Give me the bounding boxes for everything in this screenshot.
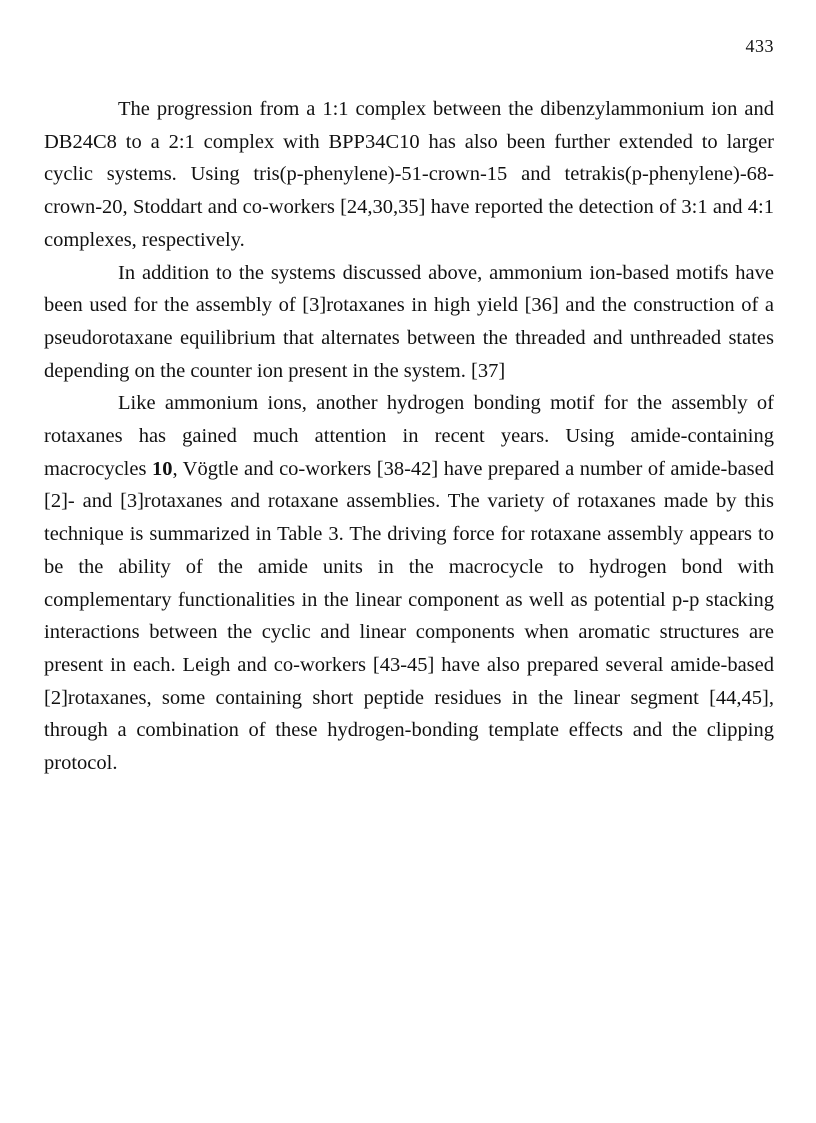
paragraph-1: The progression from a 1:1 complex between the dibenzylammonium ion and DB24C8 to a 2:1 complex with BPP34C10 has also been further extended to larger cyclic systems. Using tris(p-phenylene)-51-crown-15 and tetrakis(p-phenylene)-68-crown-20, Stoddart and co-workers [24,30,35] have reported the detection of 3:1 and 4:1 complexes, respectively. xyxy=(44,98,774,251)
page-number: 433 xyxy=(745,36,774,56)
compound-number: 10 xyxy=(151,457,173,480)
paragraph-3 xyxy=(44,387,774,779)
paragraph-2: In addition to the systems discussed above, ammonium ion-based motifs have been used for the assembly of [3]rotaxanes in high yield [36] and the construction of a pseudorotaxane equilibrium that alternates between the threaded and unthreaded states depending on the counter ion present in the system. [37] xyxy=(44,261,774,382)
body-text xyxy=(44,93,774,780)
paragraph-3-before: Like ammonium ions, another hydrogen bonding motif for the assembly of rotaxanes has gained much attention in recent years. Using amide-containing macrocycles xyxy=(44,392,774,480)
paragraph-3-after: , Vögtle and co-workers [38-42] have prepared a number of amide-based [2]- and [3]rotaxanes and rotaxane assemblies. The variety of rotaxanes made by this technique is summarized in Table 3. The driving force for rotaxane assembly appears to be the ability of the amide units in the macrocycle to hydrogen bond with complementary functionalities in the linear component as well as potential p-p stacking interactions between the cyclic and linear components when aromatic structures are present in each. Leigh and co-workers [43-45] have also prepared several amide-based [2]rotaxanes, some containing short peptide residues in the linear segment [44,45], through a combination of these hydrogen-bonding template effects and the clipping protocol. xyxy=(44,457,774,775)
